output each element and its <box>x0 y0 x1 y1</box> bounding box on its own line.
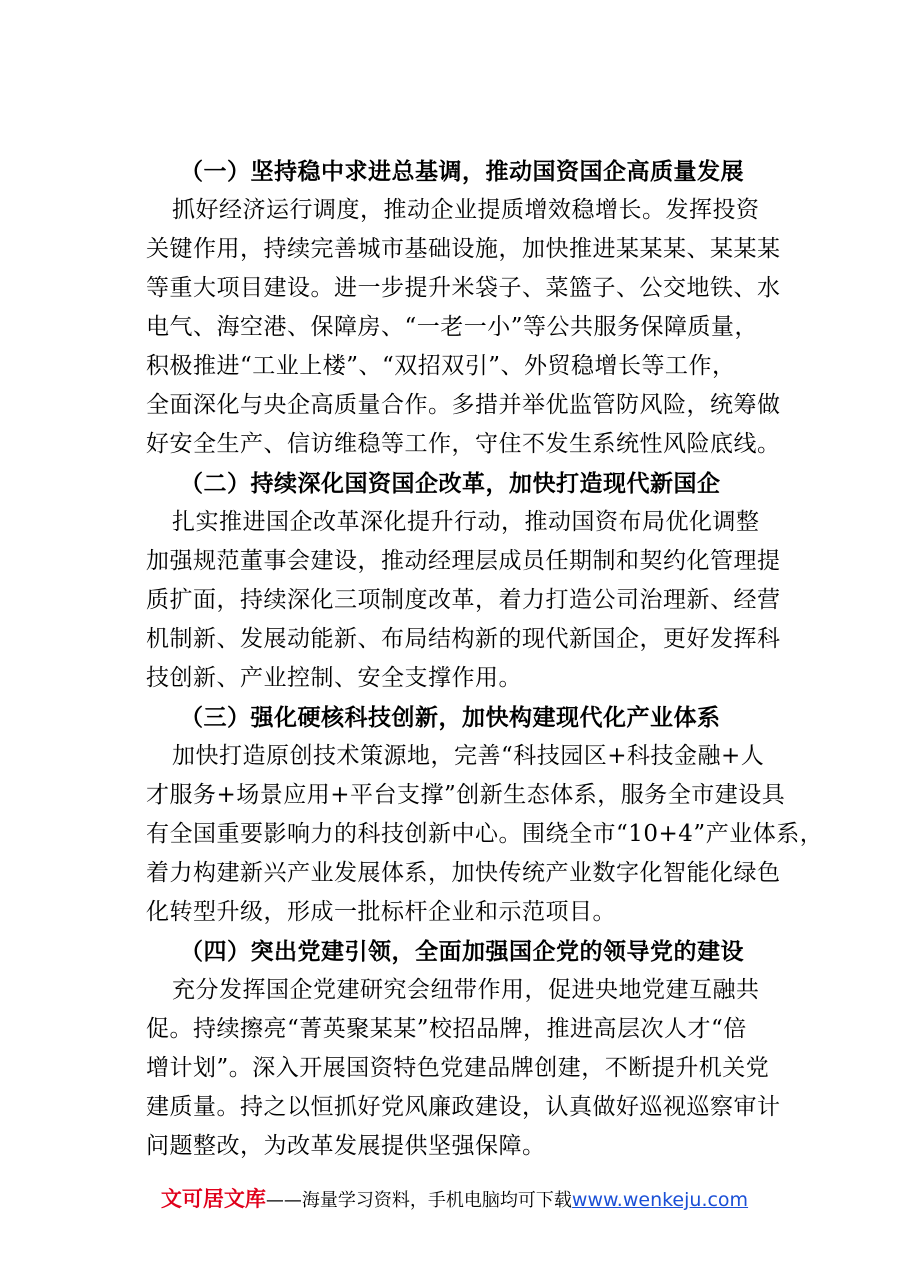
section-heading: （二）持续深化国资国企改革，加快打造现代新国企 <box>180 470 721 497</box>
paragraph-line: 促。持续擦亮“菁英聚某某”校招品牌，推进高层次人才“倍 <box>146 1016 747 1042</box>
section-heading: （一）坚持稳中求进总基调，推动国资国企高质量发展 <box>180 158 744 185</box>
section-paragraph <box>146 971 798 1166</box>
paragraph-line: 建质量。持之以恒抓好党风廉政建设，认真做好巡视巡察审计 <box>146 1094 781 1120</box>
paragraph-line: 加快打造原创技术策源地，完善“科技园区+科技金融+人 <box>172 743 765 769</box>
paragraph-line: 抓好经济运行调度，推动企业提质增效稳增长。发挥投资 <box>172 197 760 223</box>
paragraph-line: 着力构建新兴产业发展体系，加快传统产业数字化智能化绿色 <box>146 860 781 886</box>
paragraph-line: 技创新、产业控制、安全支撑作用。 <box>146 665 522 691</box>
paragraph-line: 加强规范董事会建设，推动经理层成员任期制和契约化管理提 <box>146 548 781 574</box>
section-paragraph <box>146 191 798 464</box>
footer-banner <box>0 1183 909 1213</box>
paragraph-line: 好安全生产、信访维稳等工作，守住不发生系统性风险底线。 <box>146 431 781 457</box>
paragraph-line: 电气、海空港、保障房、“一老一小”等公共服务保障质量， <box>146 314 759 340</box>
paragraph-line: 化转型升级，形成一批标杆企业和示范项目。 <box>146 899 616 925</box>
section-heading: （四）突出党建引领，全面加强国企党的领导党的建设 <box>180 938 744 965</box>
footer-slogan: ——海量学习资料，手机电脑均可下载 <box>265 1190 572 1211</box>
paragraph-line: 增计划”。深入开展国资特色党建品牌创建，不断提升机关党 <box>146 1055 770 1081</box>
document-body <box>146 152 824 1166</box>
paragraph-line: 机制新、发展动能新、布局结构新的现代新国企，更好发挥科 <box>146 626 781 652</box>
paragraph-line: 才服务+场景应用+平台支撑”创新生态体系，服务全市建设具 <box>146 782 786 808</box>
section-paragraph <box>146 737 824 932</box>
paragraph-line: 关键作用，持续完善城市基础设施，加快推进某某某、某某某 <box>146 236 781 262</box>
paragraph-line: 扎实推进国企改革深化提升行动，推动国资布局优化调整 <box>172 509 760 535</box>
section-heading: （三）强化硬核科技创新，加快构建现代化产业体系 <box>180 704 721 731</box>
footer-link[interactable]: www.wenkeju.com <box>571 1189 749 1211</box>
paragraph-line: 问题整改，为改革发展提供坚强保障。 <box>146 1133 546 1159</box>
paragraph-line: 全面深化与央企高质量合作。多措并举优监管防风险，统筹做 <box>146 392 781 418</box>
footer-brand: 文可居文库 <box>160 1187 266 1211</box>
section-paragraph <box>146 503 798 698</box>
paragraph-line: 积极推进“工业上楼”、“双招双引”、外贸稳增长等工作， <box>146 353 736 379</box>
paragraph-line: 充分发挥国企党建研究会纽带作用，促进央地党建互融共 <box>172 977 760 1003</box>
paragraph-line: 等重大项目建设。进一步提升米袋子、菜篮子、公交地铁、水 <box>146 275 781 301</box>
paragraph-line: 有全国重要影响力的科技创新中心。围绕全市“10+4”产业体系， <box>146 821 824 847</box>
paragraph-line: 质扩面，持续深化三项制度改革，着力打造公司治理新、经营 <box>146 587 781 613</box>
